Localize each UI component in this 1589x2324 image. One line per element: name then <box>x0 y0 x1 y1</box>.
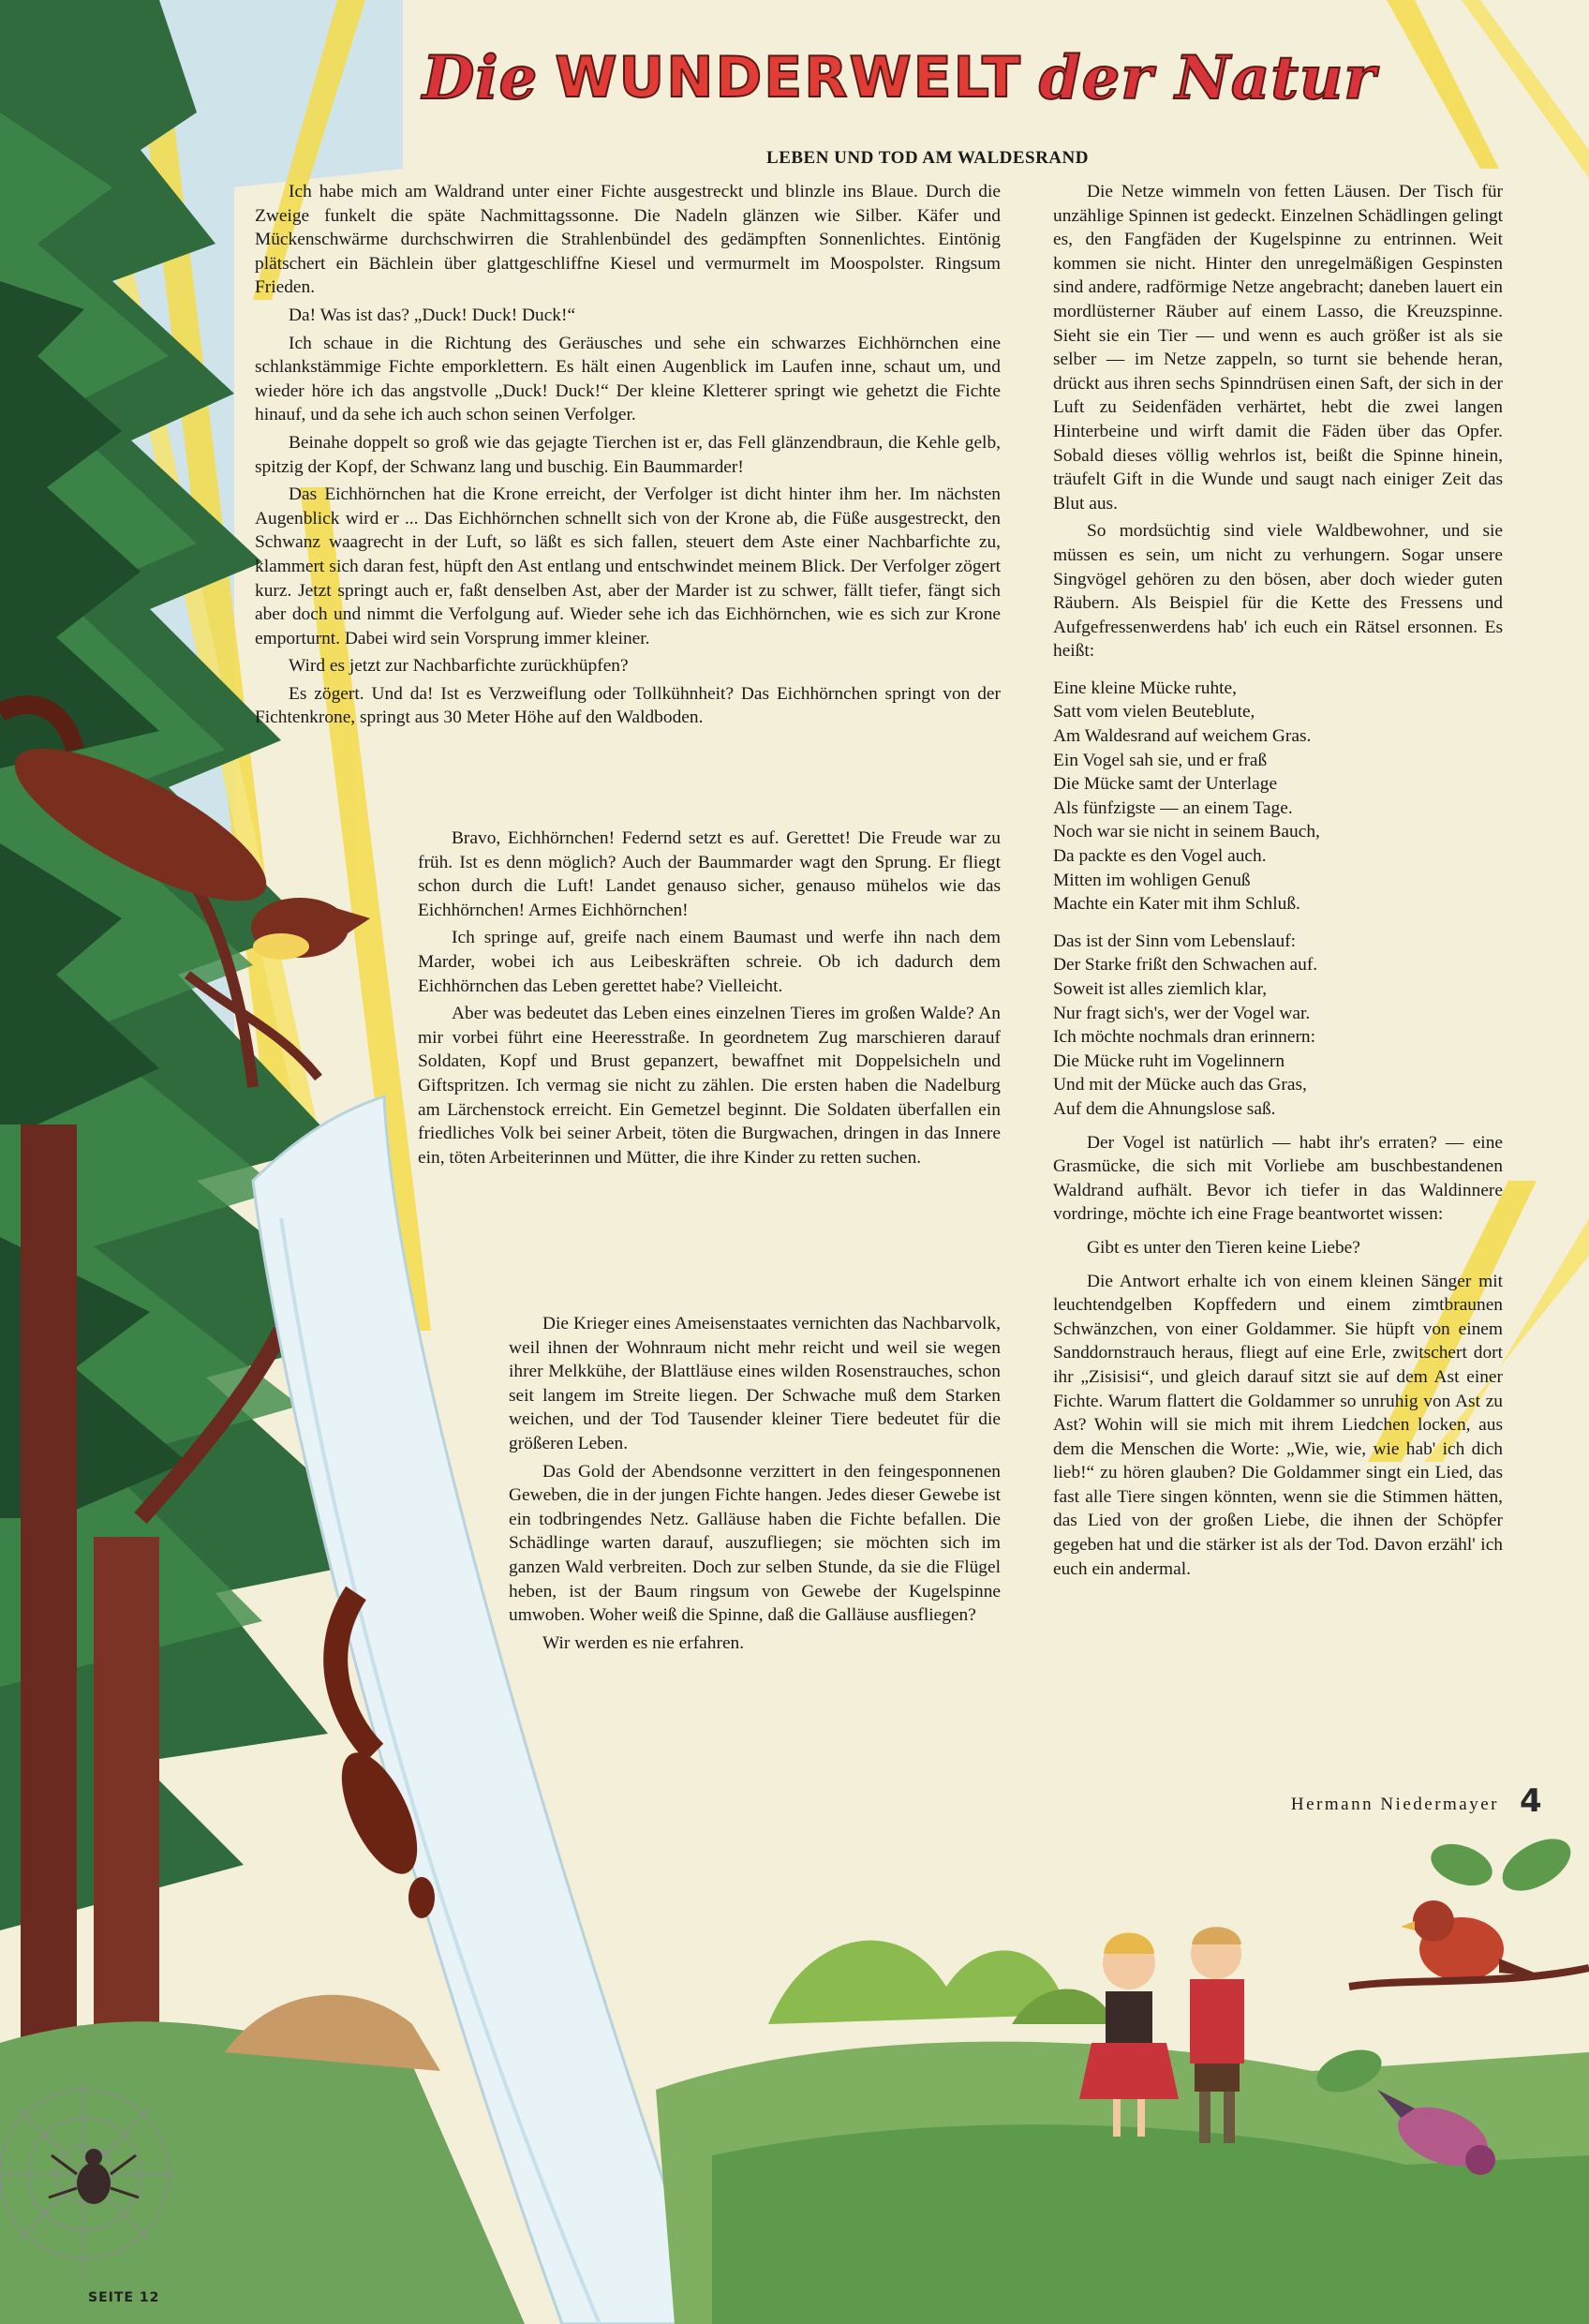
paragraph: Wird es jetzt zur Nachbarfichte zurückhüpfen? <box>289 656 629 677</box>
paragraph: Ich schaue in die Richtung des Geräusches und sehe ein schwarzes Eichhörnchen eine schlankstämmige Fichte emporklettern. Es hält einen Augenblick im Laufen inne, schaut um, und wieder höre ich das angstvolle „Duck! Duck!“ Der kleine Kletterer springt wie gehetzt die Fichte hinauf, und da sehe ich auch schon seinen Verfolger. <box>255 333 1001 425</box>
masthead-der-natur: der Natur <box>1038 42 1377 113</box>
paragraph: Beinahe doppelt so groß wie das gejagte Tierchen ist er, das Fell glänzendbraun, die Kehle gelb, spitzig der Kopf, der Schwanz lang und buschig. Ein Baummarder! <box>255 432 1001 477</box>
footer-page-label: SEITE 12 <box>88 2290 160 2305</box>
paragraph: Wir werden es nie erfahren. <box>542 1632 745 1653</box>
poem-line: Nur fragt sich's, wer der Vogel war. <box>1053 1003 1311 1023</box>
poem-line: Ich möchte nochmals dran erinnern: <box>1053 1027 1315 1048</box>
paragraph: Ich habe mich am Waldrand unter einer Fichte ausgestreckt und blinzle ins Blaue. Durch die Zweige funkelt die späte Nachmittagssonne. Die Nadeln glänzen wie Silber. Käfer und Mückenschwärme durchschwirren die Strahlenbündel des gedämpften Sonnenlichtes. Eintönig plätschert ein Bächlein über glattgeschliffne Kiesel und vermurmelt im Moospolster. Ringsum Frieden. <box>255 182 1001 298</box>
poem-line: Der Starke frißt den Schwachen auf. <box>1053 955 1318 976</box>
poem-line: Mitten im wohligen Genuß <box>1053 870 1251 890</box>
paragraph: Ich springe auf, greife nach einem Baumast und werfe ihn nach dem Marder, wobei ich aus Leibeskräften schreie. Ob ich dadurch dem Eichhörnchen das Leben gerettet habe? Vielleicht. <box>418 928 1001 996</box>
paragraph: Bravo, Eichhörnchen! Federnd setzt es auf. Gerettet! Die Freude war zu früh. Ist es denn möglich? Auch der Baummarder wagt den Sprung. Er fliegt schon durch die Luft! Landet genauso sicher, genauso mühelos wie das Eichhörnchen! Armes Eichhörnchen! <box>418 828 1001 920</box>
column-left-full <box>255 180 1001 734</box>
poem-line: Da packte es den Vogel auch. <box>1053 846 1267 867</box>
poem-line: Und mit der Mücke auch das Gras, <box>1053 1075 1307 1095</box>
paragraph: Das Eichhörnchen hat die Krone erreicht, der Verfolger ist dicht hinter ihm her. Im nächsten Augenblick wird er ... Das Eichhörnchen schnellt sich von der Krone ab, die Füße ausgestreckt, den Schwanz waagrecht in der Luft, so läßt es sich fallen, steuert dem Aste einer Nachbarfichte zu, klammert sich daran fest, hüpft den Ast entlang und entschwindet meinem Blick. Der Verfolger zögert kurz. Jetzt springt auch er, faßt denselben Ast, aber der Marder ist zu schwer, fällt tiefer, fängt sich aber doch und nimmt die Verfolgung auf. Wieder sehe ich das Eichhörnchen, wie es sich zur Krone emporturnt. Dabei wird sein Vorsprung immer kleiner. <box>255 484 1001 648</box>
paragraph: Gibt es unter den Tieren keine Liebe? <box>1087 1237 1360 1258</box>
poem-line: Soweit ist alles ziemlich klar, <box>1053 979 1268 999</box>
poem-line: Noch war sie nicht in seinem Bauch, <box>1053 822 1320 842</box>
poem-line: Auf dem die Ahnungslose saß. <box>1053 1098 1276 1119</box>
poem-line: Ein Vogel sah sie, und er fraß <box>1053 750 1268 770</box>
paragraph: Die Netze wimmeln von fetten Läusen. Der Tisch für unzählige Spinnen ist gedeckt. Einzelnen Schädlingen gelingt es, den Fangfäden der Kugelspinne zu entrinnen. Weit kommen sie nicht. Hinter den unregelmäßigen Gespinsten sind andere, radförmige Netze angebracht; daneben lauert ein mordlüsterner Räuber auf einem Lasso, die Kreuzspinne. Sieht sie ein Tier — und wenn es auch größer ist als sie selber — im Netze zappeln, so turnt sie behende heran, drückt aus ihren sechs Spinndrüsen einen Saft, der sich in der Luft zu Seidenfäden verhärtet, hebt die zwei langen Hinterbeine und wirft damit die Fäden über das Opfer. Sobald dieses völlig wehrlos ist, beißt die Spinne hinein, träufelt Gift in die Wunde und saugt nach einiger Zeit das Blut aus. <box>1053 182 1503 514</box>
poem-line: Satt vom vielen Beuteblute, <box>1053 702 1255 723</box>
poem-line: Eine kleine Mücke ruhte, <box>1053 678 1237 698</box>
poem-stanza-2 <box>1053 930 1503 1122</box>
column-left-narrow <box>509 1312 1001 1659</box>
page-number: 4 <box>1520 1782 1542 1820</box>
column-left-medium <box>418 827 1001 1173</box>
masthead <box>403 26 1396 129</box>
paragraph: So mordsüchtig sind viele Waldbewohner, und sie müssen es sein, um nicht zu verhungern. Sogar unsere Singvögel gehören zu den bösen, aber doch wieder guten Räubern. Als Beispiel für die Kette des Fressens und Aufgefressenwerdens hab' ich euch ein Rätsel ersonnen. Es heißt: <box>1053 521 1503 662</box>
poem-line: Machte ein Kater mit ihm Schluß. <box>1053 894 1300 915</box>
poem-line: Am Waldesrand auf weichem Gras. <box>1053 726 1312 747</box>
masthead-die: Die <box>422 42 539 113</box>
article-headline: LEBEN UND TOD AM WALDESRAND <box>766 148 1089 168</box>
poem-line: Die Mücke ruht im Vogelinnern <box>1053 1050 1285 1071</box>
author-byline: Hermann Niedermayer <box>1290 1795 1499 1814</box>
paragraph: Die Krieger eines Ameisenstaates vernichten das Nachbarvolk, weil ihnen der Wohnraum nicht mehr reicht und weil sie wegen ihrer Melkkühe, der Blattläuse eines wilden Rosenstrauches, schon seit langem im Streite liegen. Der Schwache muß dem Starken weichen, und der Tod Tausender kleiner Tiere bedeutet für die größeren Leben. <box>509 1314 1001 1453</box>
paragraph: Der Vogel ist natürlich — habt ihr's erraten? — eine Grasmücke, die sich mit Vorliebe am buschbestandenen Waldrand aufhält. Bevor ich tiefer in das Waldinnere vordringe, möchte ich eine Frage beantwortet wissen: <box>1053 1132 1503 1225</box>
masthead-wunderwelt: WUNDERWELT <box>555 45 1022 111</box>
poem-stanza-1 <box>1053 677 1503 916</box>
column-right <box>1053 180 1503 1585</box>
paragraph: Die Antwort erhalte ich von einem kleinen Sänger mit leuchtendgelben Kopffedern und einem zimtbraunen Schwänzchen, von einer Goldammer. Sie hüpft von einem Sanddornstrauch heraus, fliegt auf eine Erle, zwitschert dort ihr „Zisisisi“, und gleich darauf sitzt sie auf dem Ast einer Fichte. Warum flattert die Goldammer so unruhig von Ast zu Ast? Wohin will sie mich mit ihrem Liedchen locken, aus dem die Menschen die Worte: „Wie, wie, wie hab' ich dich lieb!“ zu hören glauben? Die Goldammer singt ein Lied, das fast alle Tiere singen könnten, wenn sie die Stimmen hätten, das Lied von der großen Liebe, die ihnen der Schöpfer gegeben hat und die stärker ist als der Tod. Davon erzähl' ich euch ein andermal. <box>1053 1271 1503 1579</box>
paragraph: Das Gold der Abendsonne verzittert in den feingesponnenen Geweben, die in der jungen Fichte hangen. Jedes dieser Gewebe ist ein todbringendes Netz. Galläuse haben die Fichte befallen. Die Schädlinge warten darauf, auszufliegen; sie möchten sich im ganzen Wald verbreiten. Doch zur selben Stunde, da sie die Flügel heben, ist der Baum ringsum von Gewebe der Kugelspinne umwoben. Woher weiß die Spinne, daß die Galläuse ausfliegen? <box>509 1461 1001 1626</box>
poem-line: Die Mücke samt der Unterlage <box>1053 774 1278 795</box>
paragraph: Aber was bedeutet das Leben eines einzelnen Tieres im großen Walde? An mir vorbei führt eine Heeresstraße. In geordnetem Zug marschieren darauf Soldaten, Kopf und Brust gepanzert, bewaffnet mit Doppelsicheln und Giftspritzen. Ich vermag sie nicht zu zählen. Die ersten haben die Nadelburg am Lärchenstock erreicht. Ein Gemetzel beginnt. Die Soldaten überfallen ein friedliches Volk bei seiner Arbeit, töten die Burgwachen, dringen in das Innere ein, töten Arbeiterinnen und Mütter, die ihre Kinder zu retten suchen. <box>418 1004 1001 1168</box>
paragraph: Es zögert. Und da! Ist es Verzweiflung oder Tollkühnheit? Das Eichhörnchen springt von der Fichtenkrone, springt aus 30 Meter Höhe auf den Waldboden. <box>255 683 1001 728</box>
poem-line: Als fünfzigste — an einem Tage. <box>1053 797 1293 818</box>
paragraph: Da! Was ist das? „Duck! Duck! Duck!“ <box>289 305 576 325</box>
poem-line: Das ist der Sinn vom Lebenslauf: <box>1053 931 1297 951</box>
